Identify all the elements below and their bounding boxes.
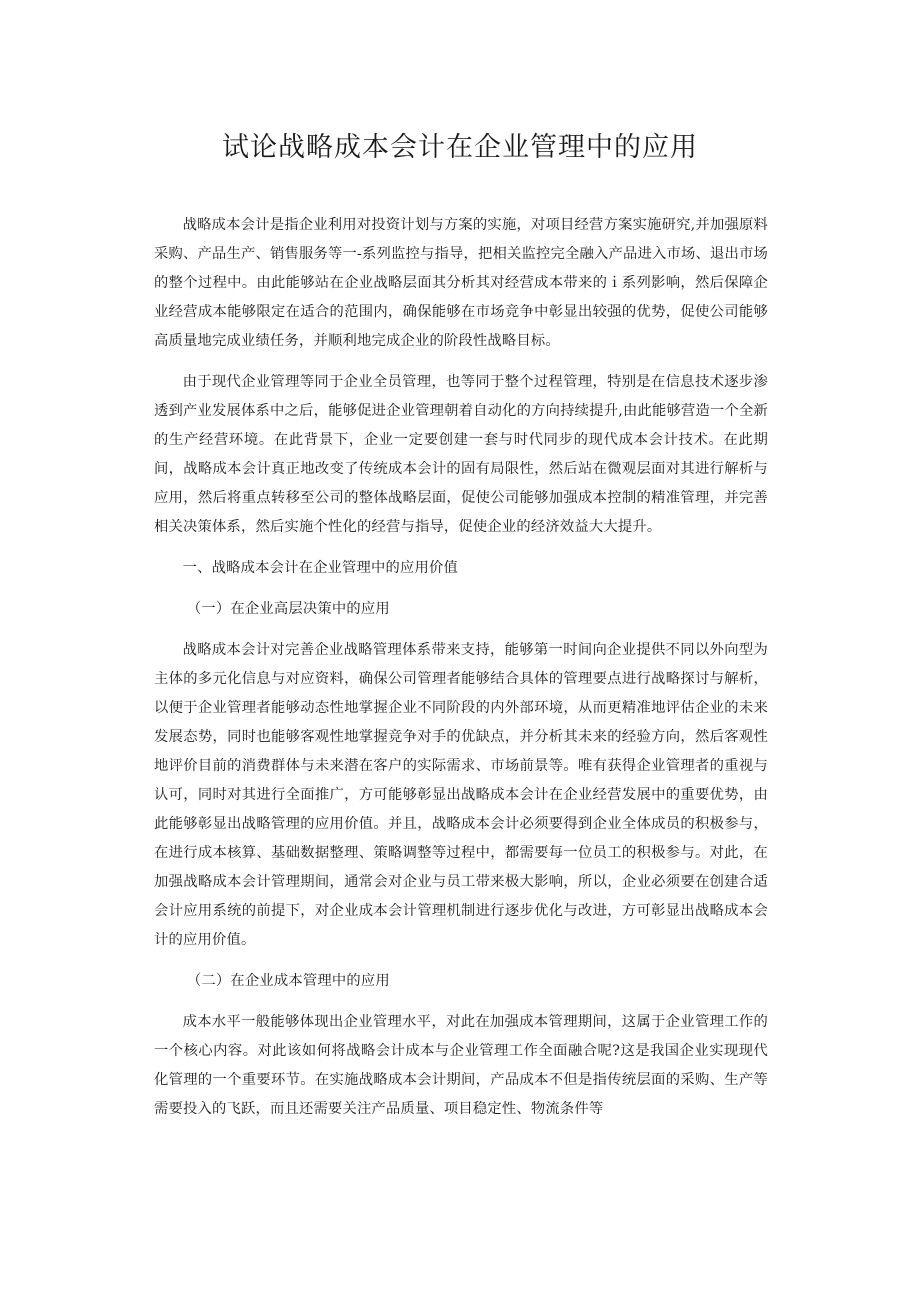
subsection-heading-2: （二）在企业成本管理中的应用 [186, 973, 390, 989]
intro-paragraph-2: 由于现代企业管理等同于企业全员管理，也等同于整个过程管理，特别是在信息技术逐步渗透到产业发展体系中之后，能够促进企业管理朝着自动化的方向持续提升,由此能够营造一个全新的生产经营环境。在此背景下，企业一定要创建一套与时代同步的现代成本会计技术。在此期间，战略成本会计真正地改变了传统成本会计的固有局限性，然后站在微观层面对其进行解析与应用，然后将重点转移至公司的整体战略层面，促使公司能够加强成本控制的精准管理，并完善相关决策体系，然后实施个性化的经营与指导，促使企业的经济效益大大提升。 [154, 374, 768, 535]
subsection-heading-1: （一）在企业高层决策中的应用 [186, 601, 390, 617]
subsection-1-paragraph: 战略成本会计对完善企业战略管理体系带来支持，能够第一时间向企业提供不同以外向型为主体的多元化信息与对应资料，确保公司管理者能够结合具体的管理要点进行战略探讨与解析，以便于企业管理者能够动态性地掌握企业不同阶段的内外部环境，从而更精准地评估企业的未来发展态势，同时也能够客观性地掌握竞争对手的优缺点，并分析其未来的经验方向，然后客观性地评价目前的消费群体与未来潜在客户的实际需求、市场前景等。唯有获得企业管理者的重视与认可，同时对其进行全面推广，方可能够彰显出战略成本会计在企业经营发展中的重要优势，由此能够彰显出战略管理的应用价值。并且，战略成本会计必须要得到企业全体成员的积极参与，在进行成本核算、基础数据整理、策略调整等过程中，都需要每一位员工的积极参与。对此，在加强战略成本会计管理期间，通常会对企业与员工带来极大影响，所以，企业必须要在创建合适会计应用系统的前提下，对企业成本会计管理机制进行逐步优化与改进，方可彰显出战略成本会计的应用价值。 [154, 642, 768, 948]
document-title: 试论战略成本会计在企业管理中的应用 [222, 132, 698, 163]
section-heading-1: 一、战略成本会计在企业管理中的应用价值 [182, 560, 459, 576]
subsection-2-paragraph: 成本水平一般能够体现出企业管理水平，对此在加强成本管理期间，这属于企业管理工作的一个核心内容。对此该如何将战略会计成本与企业管理工作全面融合呢?这是我国企业实现现代化管理的一个重要环节。在实施战略成本会计期间，产品成本不但是指传统层面的采购、生产等需要投入的飞跃，而且还需要关注产品质量、项目稳定性、物流条件等 [154, 1014, 768, 1117]
intro-paragraph-1: 战略成本会计是指企业利用对投资计划与方案的实施，对项目经营方案实施研究,并加强原料采购、产品生产、销售服务等一-系列监控与指导，把相关监控完全融入产品进入市场、退出市场的整个过程中。由此能够站在企业战略层面其分析其对经营成本带来的ｉ系列影响，然后保障企业经营成本能够限定在适合的范围内，确保能够在市场竞争中彰显出较强的优势，促使公司能够高质量地完成业绩任务，并顺利地完成企业的阶段性战略目标。 [154, 217, 768, 349]
document-body [154, 211, 768, 1136]
